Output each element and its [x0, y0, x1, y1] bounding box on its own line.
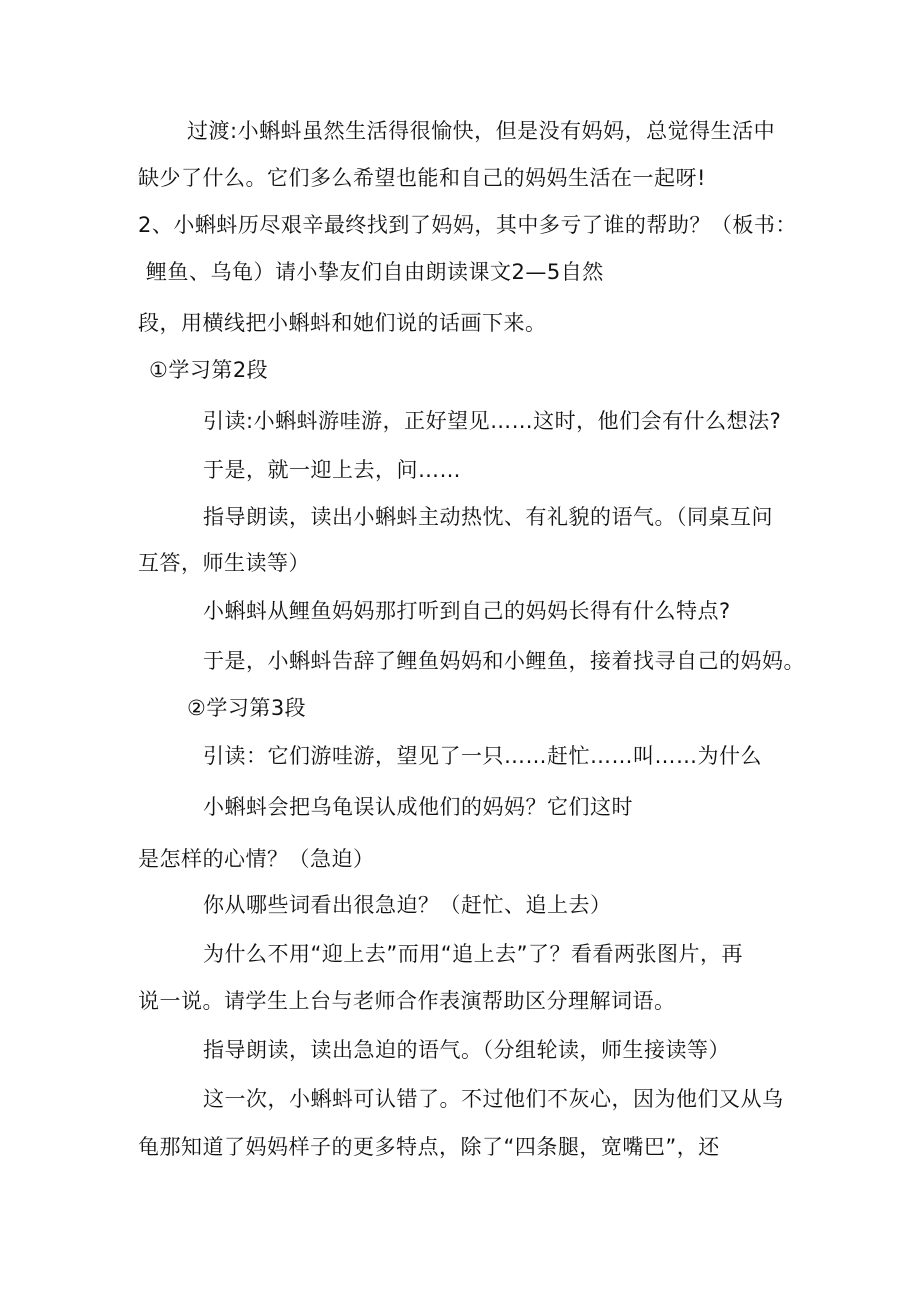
paragraph-line: 引读:小蝌蚪游哇游，正好望见……这时，他们会有什么想法? [203, 409, 782, 433]
paragraph-line: 互答，师生读等） [138, 551, 310, 575]
paragraph-line: 2、小蝌蚪历尽艰辛最终找到了妈妈，其中多亏了谁的帮助？（板书： [138, 213, 797, 237]
paragraph-line: 小蝌蚪会把乌龟误认成他们的妈妈？它们这时 [203, 795, 633, 819]
paragraph-line: 缺少了什么。它们多么希望也能和自己的妈妈生活在一起呀! [138, 166, 706, 190]
paragraph-line: 你从哪些词看出很急迫？（赶忙、追上去） [203, 893, 612, 917]
paragraph-line: 过渡:小蝌蚪虽然生活得很愉快，但是没有妈妈，总觉得生活中 [187, 119, 776, 143]
paragraph-line: 是怎样的心情？（急迫） [138, 847, 375, 871]
paragraph-line: 龟那知道了妈妈样子的更多特点，除了“四条腿，宽嘴巴”，还 [138, 1135, 720, 1159]
paragraph-line: 于是，就一迎上去，问…… [203, 458, 461, 482]
paragraph-line: 段，用横线把小蝌蚪和她们说的话画下来。 [138, 311, 547, 335]
paragraph-line: 鲤鱼、乌龟）请小挚友们自由朗读课文2—5自然 [146, 260, 604, 284]
section-heading: ①学习第2段 [149, 358, 269, 382]
paragraph-line: 这一次，小蝌蚪可认错了。不过他们不灰心，因为他们又从乌 [203, 1087, 784, 1111]
paragraph-line: 指导朗读，读出小蝌蚪主动热忱、有礼貌的语气。（同桌互问 [203, 505, 773, 529]
paragraph-line: 小蝌蚪从鲤鱼妈妈那打听到自己的妈妈长得有什么特点? [203, 599, 731, 623]
section-heading: ②学习第3段 [187, 696, 307, 720]
paragraph-line: 指导朗读，读出急迫的语气。（分组轮读，师生接读等） [203, 1038, 730, 1062]
paragraph-line: 说一说。请学生上台与老师合作表演帮助区分理解词语。 [138, 989, 676, 1013]
paragraph-line: 引读：它们游哇游，望见了一只……赶忙……叫……为什么 [203, 744, 762, 768]
paragraph-line: 于是，小蝌蚪告辞了鲤鱼妈妈和小鲤鱼，接着找寻自己的妈妈。 [203, 649, 805, 673]
paragraph-line: 为什么不用“迎上去”而用“追上去”了？看看两张图片，再 [203, 942, 744, 966]
